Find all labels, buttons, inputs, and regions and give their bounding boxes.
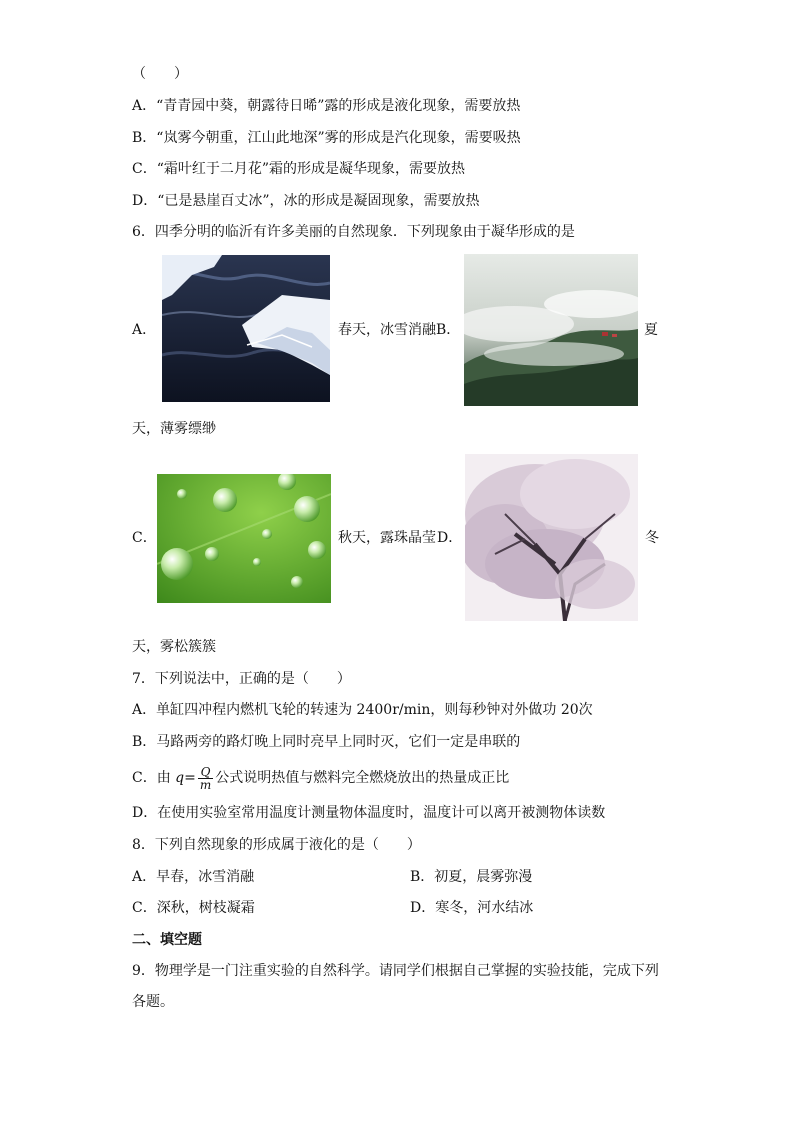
q7-option-c-prefix: C．由 — [132, 770, 176, 786]
q6-option-c-text: 秋天，露珠晶莹 — [338, 530, 436, 546]
q6-option-d-label: D． — [437, 530, 463, 546]
q9-line-1: 9．物理学是一门注重实验的自然科学。请同学们根据自己掌握的实验技能，完成下列 — [132, 963, 659, 979]
q7-formula-var: q — [175, 770, 185, 786]
dewdrop-leaf-image — [157, 474, 331, 603]
q6-option-d-text-cont: 天，雾松簇簇 — [132, 639, 216, 655]
q5-option-b: B．“岚雾今朝重，江山此地深”雾的形成是汽化现象，需要吸热 — [132, 130, 521, 146]
q7-formula-fraction — [198, 766, 213, 791]
q7-formula-numerator: Q — [198, 766, 213, 779]
mist-mountain-image — [464, 254, 638, 406]
q6-option-a-label: A． — [132, 322, 157, 338]
rime-tree-image — [465, 454, 638, 621]
q5-option-a: A．“青青园中葵，朝露待日晞”露的形成是液化现象，需要放热 — [132, 98, 521, 114]
q7-option-c — [132, 764, 509, 792]
q8-stem: 8．下列自然现象的形成属于液化的是（ ） — [132, 837, 421, 853]
q6-stem: 6．四季分明的临沂有许多美丽的自然现象．下列现象由于凝华形成的是 — [132, 224, 575, 240]
q6-option-b-text-cont: 天，薄雾缥缈 — [132, 421, 216, 437]
q8-option-b: B．初夏，晨雾弥漫 — [410, 869, 533, 885]
q7-option-c-suffix: 公式说明热值与燃料完全燃烧放出的热量成正比 — [215, 770, 510, 786]
q5-answer-paren: （ ） — [132, 66, 188, 82]
q6-option-a-text: 春天，冰雪消融 — [338, 322, 436, 338]
q5-option-c: C．“霜叶红于二月花”霜的形成是凝华现象，需要放热 — [132, 161, 466, 177]
q7-formula-eq: = — [184, 770, 196, 786]
q8-option-d: D．寒冬，河水结冰 — [410, 900, 534, 916]
ice-stream-image — [162, 255, 330, 402]
q8-option-a: A．早春，冰雪消融 — [132, 869, 255, 885]
q9-line-2: 各题。 — [132, 994, 174, 1010]
q6-option-b-text: 夏 — [644, 322, 658, 338]
q7-option-b: B．马路两旁的路灯晚上同时亮早上同时灭，它们一定是串联的 — [132, 734, 521, 750]
q5-option-d: D．“已是悬崖百丈冰”，冰的形成是凝固现象，需要放热 — [132, 193, 480, 209]
q8-option-c: C．深秋，树枝凝霜 — [132, 900, 255, 916]
q6-option-b-label: B． — [436, 322, 461, 338]
q7-option-d: D．在使用实验室常用温度计测量物体温度时，温度计可以离开被测物体读数 — [132, 805, 606, 821]
q7-option-a: A．单缸四冲程内燃机飞轮的转速为 2400r/min，则每秒钟对外做功 20次 — [132, 702, 593, 718]
q7-formula-denominator: m — [199, 777, 212, 792]
q7-stem: 7．下列说法中，正确的是（ ） — [132, 671, 351, 687]
q6-option-d-text: 冬 — [645, 530, 659, 546]
q6-option-c-label: C． — [132, 530, 157, 546]
section-heading: 二、填空题 — [132, 932, 202, 948]
